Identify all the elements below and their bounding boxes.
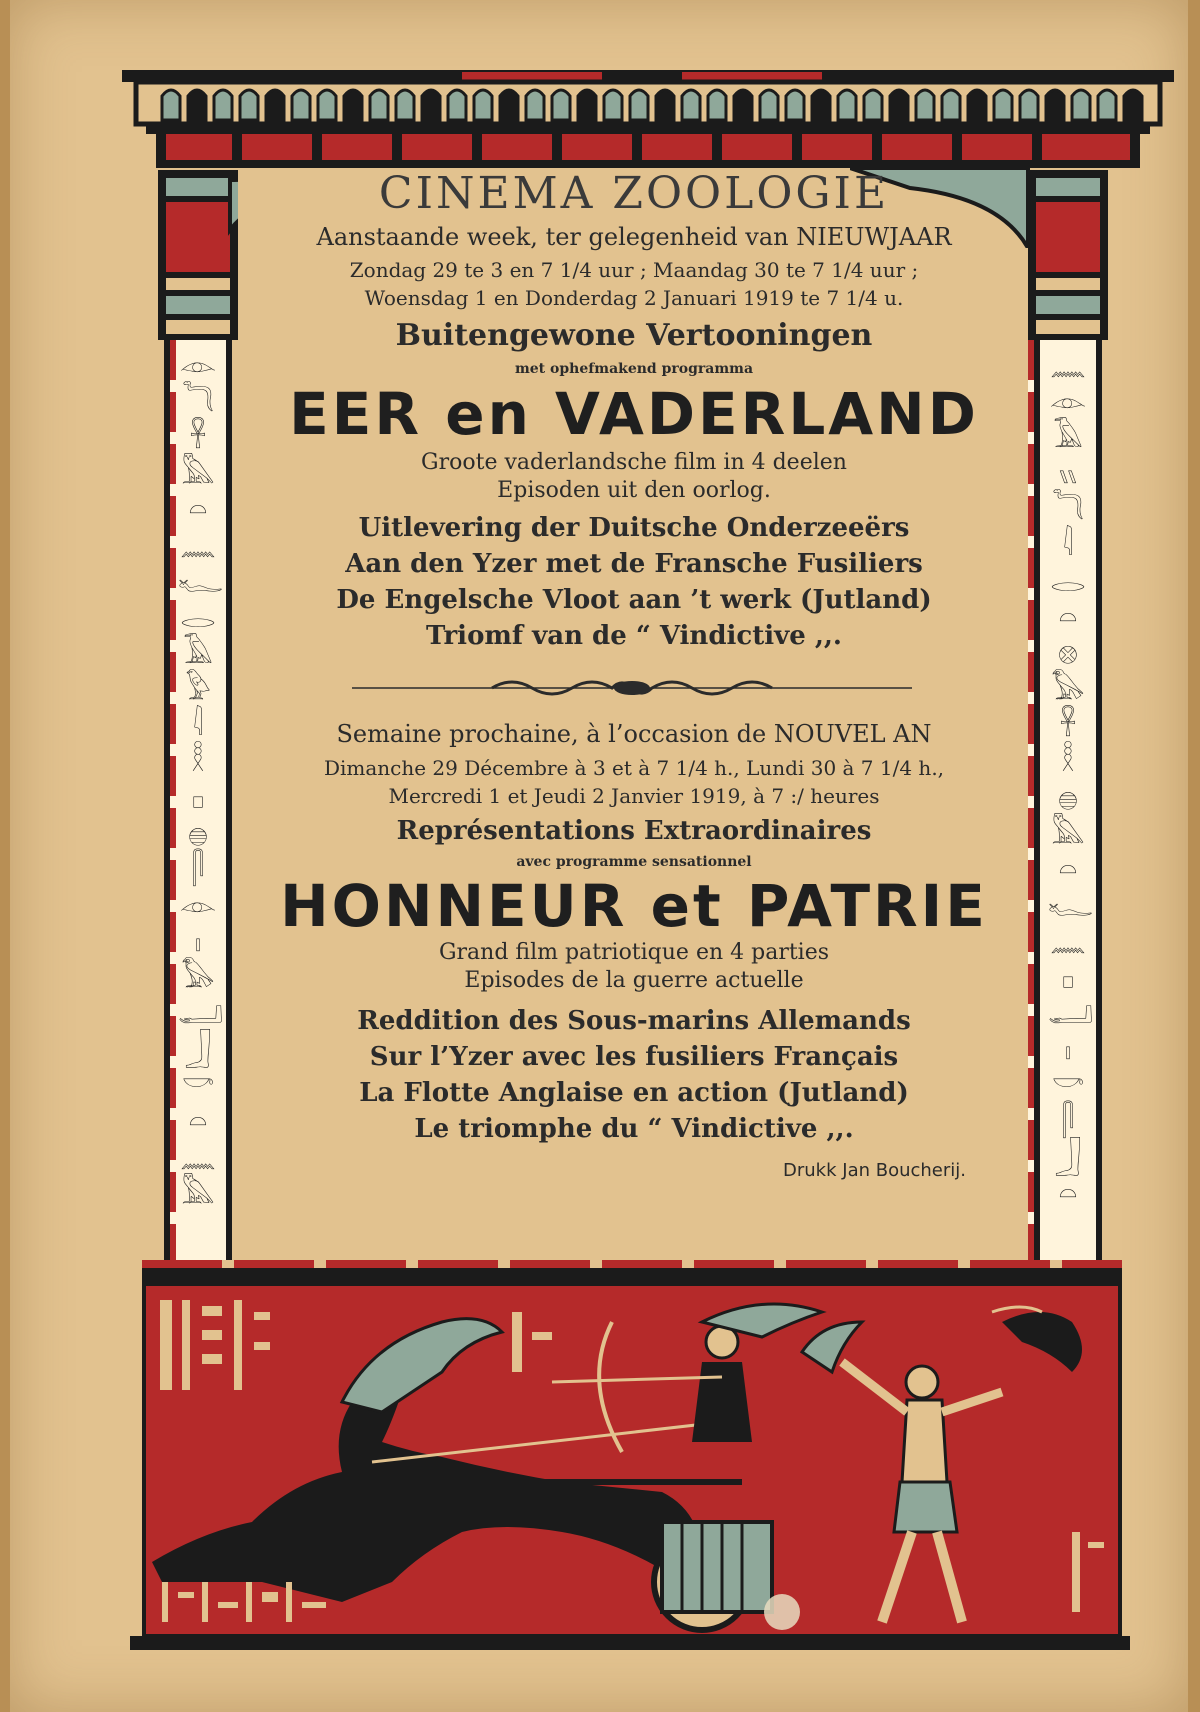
fr-show-title: Représentations Extraordinaires — [396, 816, 872, 846]
cornice-arch — [318, 90, 336, 120]
fr-film-title: HONNEUR et PATRIE — [280, 872, 988, 940]
cornice-arch — [630, 90, 648, 120]
page-title: CINEMA ZOOLOGIE — [378, 168, 890, 219]
cornice-arch — [500, 90, 518, 120]
fr-week-line: Semaine prochaine, à l’occasion de NOUVEL AN — [336, 720, 932, 748]
nl-show-title: Buitengewone Vertooningen — [395, 318, 873, 353]
egyptian-cornice — [122, 70, 1174, 170]
left-column-shaft — [164, 340, 232, 1270]
fr-description: Grand film patriotique en 4 parties — [438, 940, 830, 965]
fr-description: Episodes de la guerre actuelle — [464, 968, 804, 993]
cornice-arch — [864, 90, 882, 120]
cornice-arch — [474, 90, 492, 120]
egyptian-chariot-archer-frieze — [142, 1282, 1122, 1638]
cornice-arch — [188, 90, 206, 120]
printer-credit: Drukk Jan Boucherij. — [783, 1160, 966, 1181]
cornice-arch — [812, 90, 830, 120]
cornice-arch — [240, 90, 258, 120]
cornice-arch — [344, 90, 362, 120]
cornice-arch — [682, 90, 700, 120]
cornice-arch — [838, 90, 856, 120]
cornice-arch — [1072, 90, 1090, 120]
cornice-arch — [786, 90, 804, 120]
cornice-arch — [396, 90, 414, 120]
cornice-arch — [552, 90, 570, 120]
fr-episode: La Flotte Anglaise en action (Jutland) — [359, 1078, 909, 1108]
cornice-arch — [162, 90, 180, 120]
nl-program-note: met ophefmakend programma — [514, 361, 754, 377]
fr-episode: Sur l’Yzer avec les fusiliers Français — [369, 1042, 899, 1072]
cornice-arch — [370, 90, 388, 120]
right-column — [1028, 170, 1108, 1270]
cornice-arch — [266, 90, 284, 120]
right-column-shaft — [1034, 340, 1102, 1270]
cornice-arch — [942, 90, 960, 120]
nl-week-line: Aanstaande week, ter gelegenheid van NIEUWJAAR — [316, 223, 952, 251]
nl-episode: Aan den Yzer met de Fransche Fusiliers — [345, 549, 923, 579]
right-column-capital — [1028, 170, 1108, 340]
cornice-arch — [1046, 90, 1064, 120]
cornice-arch — [968, 90, 986, 120]
cornice-arch — [448, 90, 466, 120]
poster-page — [10, 0, 1188, 1712]
fr-episode: Reddition des Sous-marins Allemands — [357, 1006, 911, 1036]
cornice-arch — [1124, 90, 1142, 120]
fr-episode: Le triomphe du “ Vindictive ,,. — [414, 1114, 854, 1144]
left-column-capital — [158, 170, 238, 340]
hieroglyph-icon: 𓁹 𓆓 𓋹 𓅓 𓏏 𓈖 𓆑 𓂋 𓄿 𓅱 𓇋 𓎛 𓊪 𓐍 𓋴 𓁹 𓏤 𓅃 𓂝 𓃀 𓎡 𓏏 𓈖 𓅓 — [178, 348, 224, 1211]
nl-episode: De Engelsche Vloot aan ’t werk (Jutland) — [336, 585, 932, 615]
cornice-arch — [890, 90, 908, 120]
cornice-arch — [526, 90, 544, 120]
ornamental-divider-icon — [352, 673, 912, 703]
nl-date-line: Woensdag 1 en Donderdag 2 Januari 1919 te 7 1/4 u. — [364, 286, 904, 310]
nl-episode: Uitlevering der Duitsche Onderzeeërs — [358, 513, 910, 543]
cornice-arch — [1020, 90, 1038, 120]
cornice-arch — [994, 90, 1012, 120]
cornice-arch — [708, 90, 726, 120]
frieze-top-band — [142, 1260, 1122, 1268]
hieroglyph-icon: 𓈖 𓁹 𓄿 𓏭 𓆓 𓇋 𓂋 𓏏 𓊖 𓅃 𓋹 𓎛 𓐍 𓅓 𓏏 𓆑 𓈖 𓊪 𓂝 𓏤 𓎡 𓋴 𓃀 𓏏 — [1048, 348, 1094, 1211]
nl-date-line: Zondag 29 te 3 en 7 1/4 uur ; Maandag 30 te 7 1/4 uur ; — [349, 258, 919, 282]
cornice-arch — [734, 90, 752, 120]
frieze-bottom-bar — [130, 1636, 1130, 1650]
nl-film-title: EER en VADERLAND — [289, 380, 979, 448]
nl-description: Groote vaderlandsche film in 4 deelen — [421, 450, 847, 475]
cornice-arch — [214, 90, 232, 120]
cornice-arch — [422, 90, 440, 120]
cornice-arch — [916, 90, 934, 120]
cornice-arch — [1098, 90, 1116, 120]
fr-program-note: avec programme sensationnel — [516, 854, 752, 870]
fr-date-line: Mercredi 1 et Jeudi 2 Janvier 1919, à 7 :/ heures — [388, 784, 880, 808]
nl-episode: Triomf van de “ Vindictive ,,. — [426, 621, 842, 651]
cornice-arch — [578, 90, 596, 120]
cornice-arch — [760, 90, 778, 120]
cornice-arch — [292, 90, 310, 120]
nl-description: Episoden uit den oorlog. — [497, 478, 771, 503]
announcement-panel — [242, 168, 1026, 1258]
frieze-top-bar — [142, 1268, 1122, 1282]
left-column — [158, 170, 238, 1270]
cornice-arch — [656, 90, 674, 120]
fr-date-line: Dimanche 29 Décembre à 3 et à 7 1/4 h., Lundi 30 à 7 1/4 h., — [323, 756, 945, 780]
cornice-arch — [604, 90, 622, 120]
